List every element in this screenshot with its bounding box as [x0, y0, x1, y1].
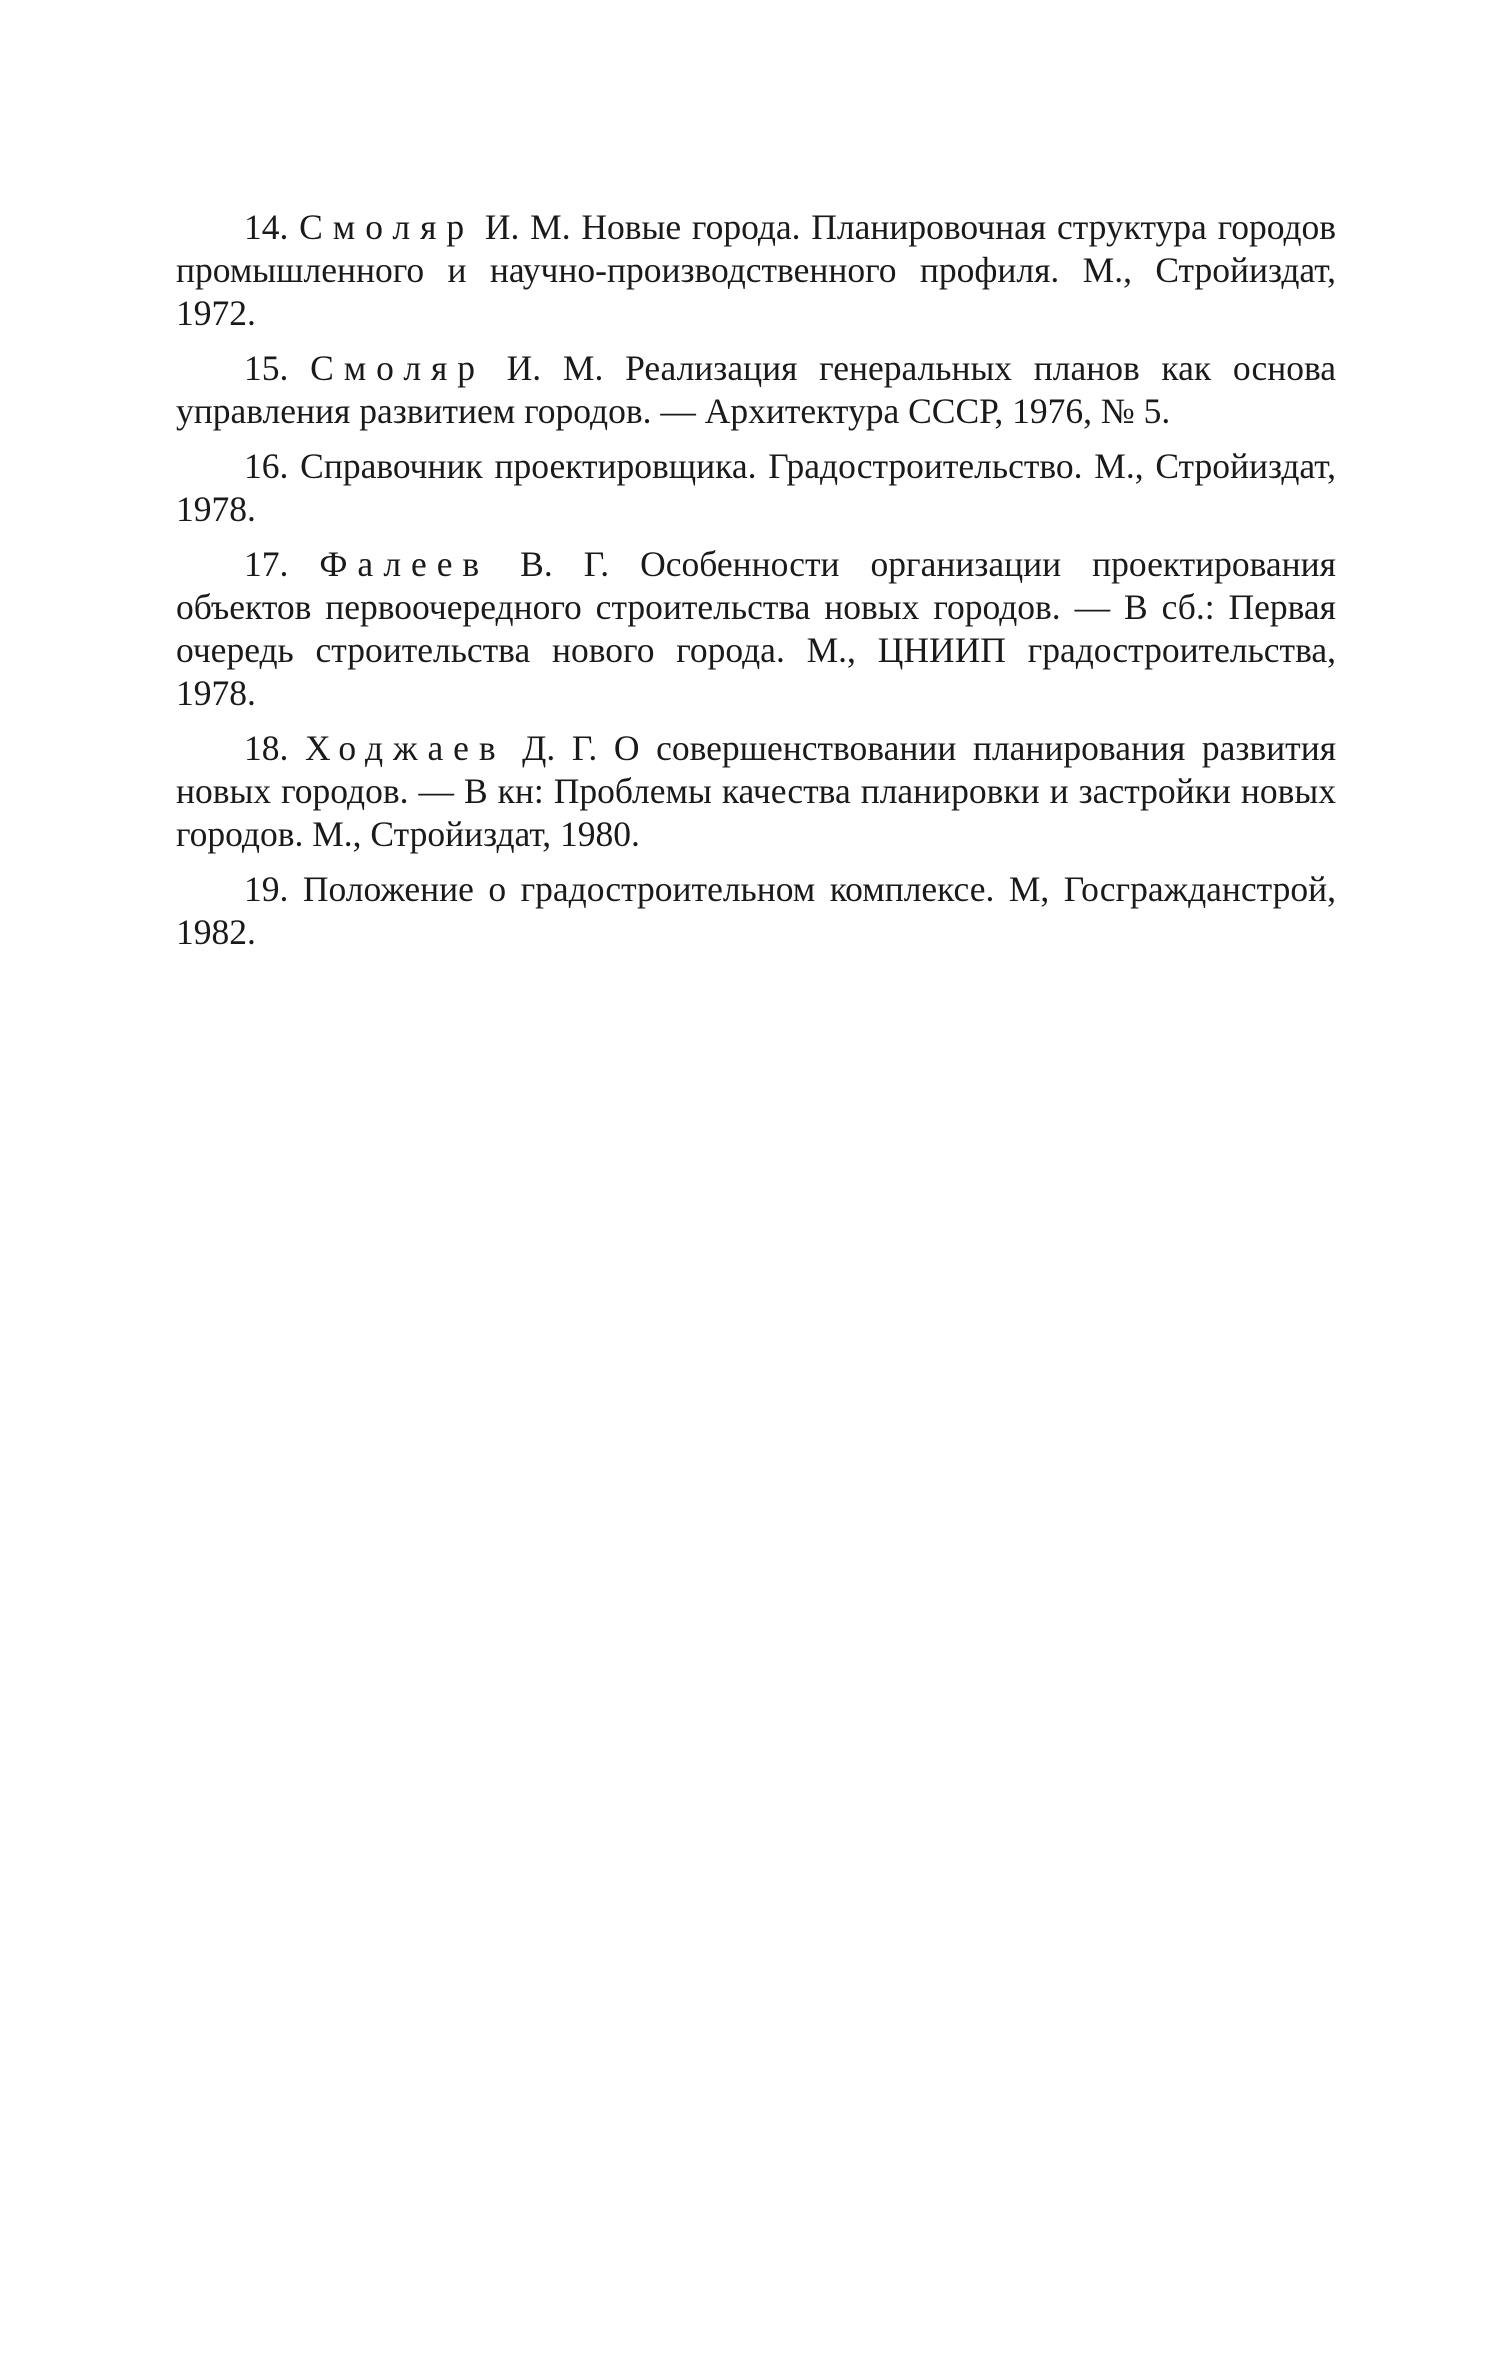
reference-number: 14.	[244, 207, 289, 247]
reference-number: 17.	[244, 544, 289, 584]
reference-item-14	[176, 206, 1336, 335]
reference-number: 15.	[244, 348, 289, 388]
reference-author: Смоляр	[310, 348, 485, 388]
reference-text: Реализация генеральных планов как основа управления развитием городов. — Архитектура СССР, 1976, № 5.	[176, 348, 1337, 431]
reference-number: 16.	[244, 446, 289, 486]
reference-list	[176, 206, 1336, 966]
reference-initials: В. Г.	[520, 544, 610, 584]
reference-author: Смоляр	[299, 207, 475, 247]
reference-text: Особенности организации проектирования объектов первоочередного строительства новых городов. — В сб.: Первая очередь строительства нового города. М., ЦНИИП градостроительства, 1978.	[176, 544, 1337, 713]
reference-item-15	[176, 347, 1336, 433]
reference-text: Справочник проектировщика. Градостроительство. М., Стройиздат, 1978.	[176, 446, 1336, 529]
reference-number: 18.	[244, 728, 289, 768]
reference-item-17	[176, 543, 1336, 715]
reference-initials: И. М.	[484, 207, 571, 247]
reference-author: Фалеев	[319, 544, 490, 584]
reference-text: Положение о градостроительном комплексе. М, Госгражданстрой, 1982.	[176, 869, 1337, 952]
reference-item-18	[176, 727, 1336, 856]
reference-text: Новые города. Планировочная структура городов промышленного и научно-производственного профиля. М., Стройиздат, 1972.	[176, 207, 1337, 333]
reference-text: О совершенствовании планирования развития новых городов. — В кн: Проблемы качества планировки и застройки новых городов. М., Стройиздат, 1980.	[176, 728, 1337, 854]
reference-item-16	[176, 445, 1336, 531]
reference-number: 19.	[244, 869, 289, 909]
reference-initials: И. М.	[506, 348, 604, 388]
reference-item-19	[176, 868, 1336, 954]
reference-initials: Д. Г.	[522, 728, 598, 768]
reference-author: Ходжаев	[304, 728, 506, 768]
